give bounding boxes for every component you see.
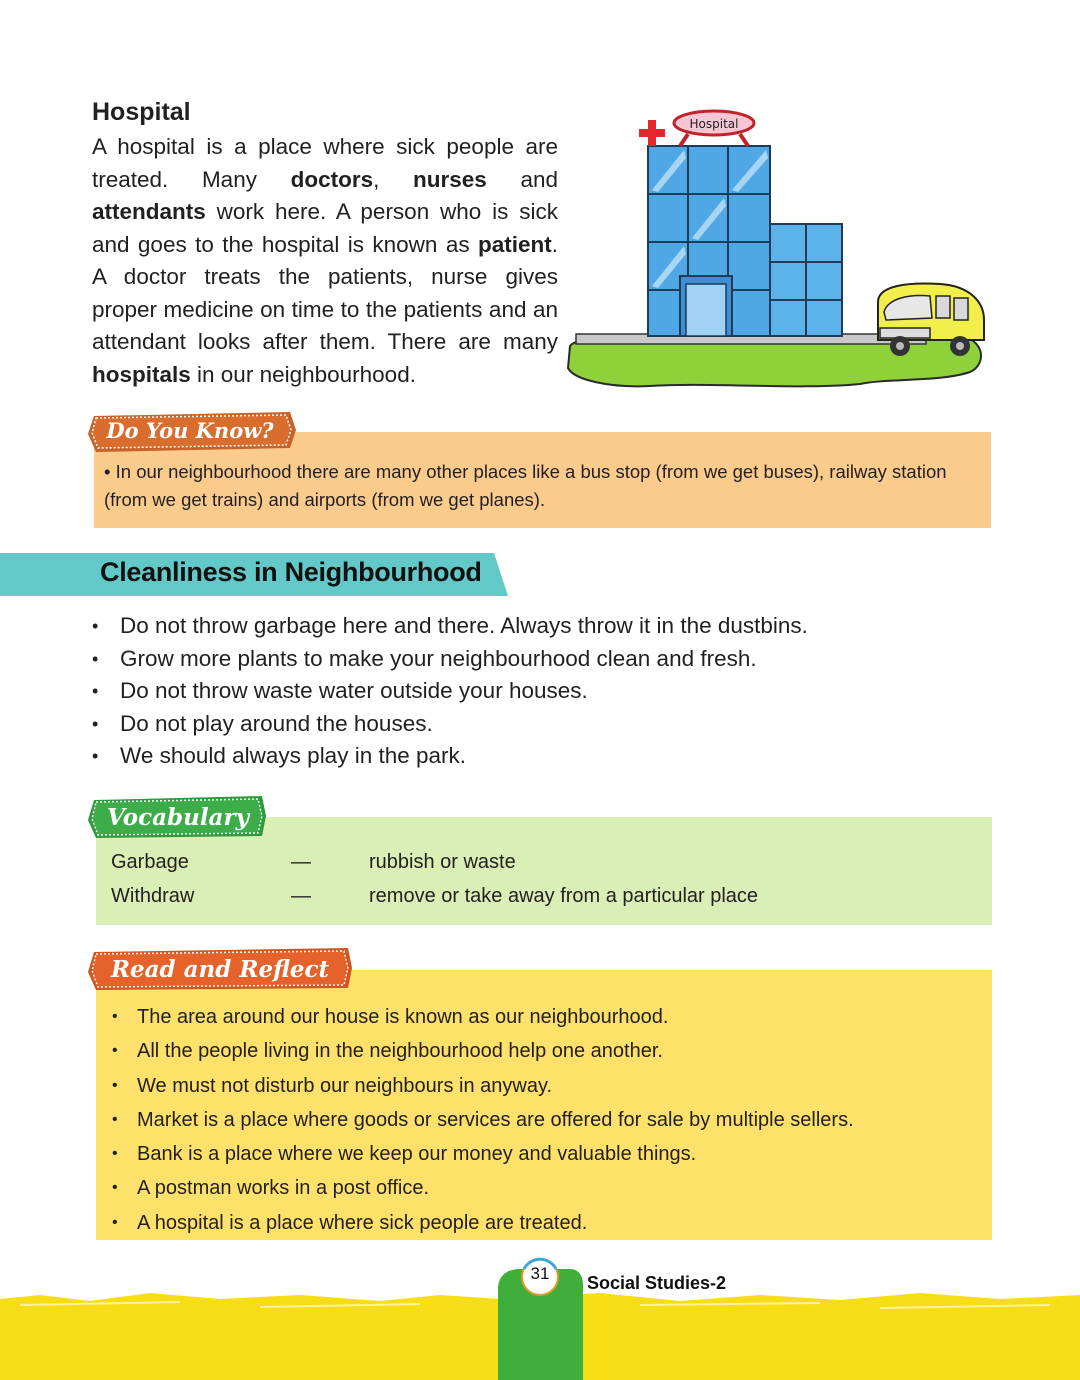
book-title: Social Studies-2	[587, 1273, 727, 1293]
keyword-hospitals: hospitals	[92, 361, 191, 387]
svg-text:Do You Know?: Do You Know?	[106, 418, 274, 443]
do-you-know-tag	[86, 408, 298, 454]
read-and-reflect-list	[112, 1000, 854, 1240]
list-item: • Do not throw waste water outside your houses.	[92, 675, 808, 708]
vocab-meaning: rubbish or waste	[369, 851, 516, 873]
list-item: • Do not throw garbage here and there. Always throw it in the dustbins.	[92, 610, 808, 643]
keyword-patient: patient	[477, 231, 552, 257]
svg-text:Read and Reflect: Read and Reflect	[110, 956, 330, 983]
section-title-hospital: Hospital	[92, 98, 191, 126]
list-item: • All the people living in the neighbourhood help one another.	[112, 1034, 854, 1068]
vocabulary-row	[111, 883, 758, 909]
page-number: 31	[530, 1264, 550, 1283]
cleanliness-list	[92, 610, 808, 773]
vocabulary-tag	[86, 792, 268, 842]
svg-text:Vocabulary: Vocabulary	[107, 804, 249, 831]
cleanliness-title: Cleanliness in Neighbourhood	[100, 557, 482, 587]
keyword-nurses: nurses	[413, 166, 487, 192]
list-item: • A hospital is a place where sick people are treated.	[112, 1206, 854, 1240]
vocab-term: Withdraw	[111, 885, 195, 907]
hospital-illustration	[560, 106, 990, 390]
hospital-paragraph: A hospital is a place where sick people are treated. Many doctors, nurses and attendants work here. A person who is sick and goes to the hospital is known as patient. A doctor treats the patients, nurse gives proper medicine on time to the patients and an attendant looks after them. There are many hospitals in our neighbourhood.	[92, 134, 558, 387]
list-item: • The area around our house is known as our neighbourhood.	[112, 1000, 854, 1034]
do-you-know-text: • In our neighbourhood there are many other places like a bus stop (from we get buses), railway station (from we get trains) and airports (from we get planes).	[104, 461, 947, 510]
list-item: • We must not disturb our neighbours in anyway.	[112, 1069, 854, 1103]
vocab-dash: —	[291, 885, 311, 907]
list-item: • Bank is a place where we keep our money and valuable things.	[112, 1137, 854, 1171]
list-item: • A postman works in a post office.	[112, 1171, 854, 1205]
list-item: • Do not play around the houses.	[92, 708, 808, 741]
hospital-sign-text: Hospital	[689, 117, 739, 131]
list-item: • Grow more plants to make your neighbourhood clean and fresh.	[92, 643, 808, 676]
keyword-attendants: attendants	[92, 199, 206, 224]
vocab-meaning: remove or take away from a particular place	[369, 885, 759, 907]
list-item: • Market is a place where goods or services are offered for sale by multiple sellers.	[112, 1103, 854, 1137]
vocab-dash: —	[291, 851, 311, 873]
list-item: • We should always play in the park.	[92, 740, 808, 773]
vocabulary-row	[111, 849, 516, 875]
keyword-doctors: doctors	[290, 166, 374, 192]
read-and-reflect-tag	[86, 944, 354, 994]
vocab-term: Garbage	[111, 851, 189, 873]
